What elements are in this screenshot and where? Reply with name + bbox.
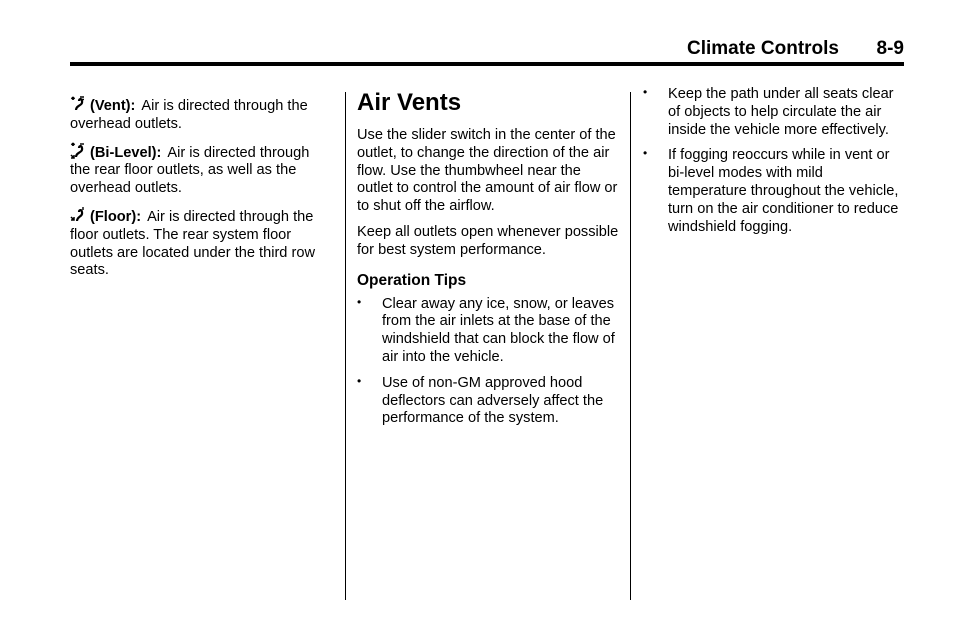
bi-level-mode-icon [70, 142, 86, 159]
mode-text: Air is directed through the overhead outlets. [70, 98, 308, 132]
column-2 [357, 86, 619, 436]
list-item [643, 86, 905, 139]
mode-vent [70, 95, 325, 134]
mode-bi-level [70, 142, 325, 198]
page-number: 8-9 [876, 38, 904, 59]
list-item [643, 147, 905, 236]
floor-mode-icon [70, 206, 86, 223]
list-item [357, 296, 619, 367]
column-1 [70, 95, 325, 288]
paragraph: Keep all outlets open whenever possible for best system performance. [357, 223, 619, 258]
vent-mode-icon [70, 95, 86, 112]
list-item-text: Keep the path under all seats clear of objects to help circulate the air inside the vehicle more effectively. [668, 86, 894, 138]
tips-list [357, 296, 619, 429]
operation-tips-heading: Operation Tips [357, 271, 467, 289]
header-rule [70, 62, 904, 66]
list-item-text: Clear away any ice, snow, or leaves from the air inlets at the base of the windshield that can block the flow of air into the vehicle. [382, 295, 615, 365]
tips-list-continued [643, 86, 905, 236]
mode-label: (Floor): [90, 208, 142, 225]
page-header [70, 38, 904, 62]
mode-text: Air is directed through the rear floor outlets, as well as the overhead outlets. [70, 144, 310, 197]
mode-text: Air is directed through the floor outlets. The rear system floor outlets are located under the third row seats. [70, 208, 315, 279]
mode-label: (Vent): [90, 98, 136, 114]
bullet-icon: • [357, 294, 362, 309]
list-item-text: If fogging reoccurs while in vent or bi-level modes with mild temperature throughout the vehicle, turn on the air conditioner to reduce windshield fogging. [668, 147, 899, 235]
paragraph: Use the slider switch in the center of the outlet, to change the direction of the air flow. Use the thumbwheel near the outlet to control the amount of air flow or to shut off the airflow. [357, 127, 618, 215]
column-divider [630, 92, 631, 600]
column-3 [643, 86, 905, 244]
bullet-icon: • [643, 146, 648, 161]
list-item-text: Use of non-GM approved hood deflectors can adversely affect the performance of the system. [382, 374, 604, 427]
list-item [357, 375, 619, 428]
section-title-header: Climate Controls [686, 38, 839, 59]
bullet-icon: • [643, 85, 648, 99]
column-divider [345, 92, 346, 600]
mode-label: (Bi-Level): [90, 144, 162, 161]
bullet-icon: • [357, 373, 362, 388]
mode-floor [70, 206, 325, 280]
air-vents-title: Air Vents [357, 89, 462, 116]
